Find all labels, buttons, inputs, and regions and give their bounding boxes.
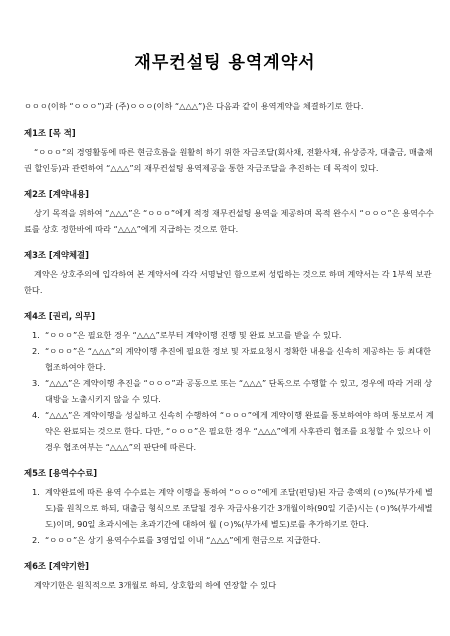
section-text: 계약기한은 원칙적으로 3개월로 하되, 상호합의 하에 연장할 수 있다 [34, 580, 277, 590]
item-text: 계약완료에 따른 용역 수수료는 계약 이행을 통하여 “ㅇㅇㅇ”에게 조달(펀딩)된 자금 총액의 (ㅇ)%(부가세 별도)를 원칙으로 하되, 대출금 형식으로 조달될 경우 자금사용기간 3개월이하(90일 기준)시는 (ㅇ)%(부가세별도)이며, 90일 초과시에는 초과기간에 대하여 월 (ㅇ)%(부가세 별도)로를 추가하기로 한다. [45, 487, 433, 529]
item-number: 1. [32, 330, 40, 340]
section-heading: 제2조 [계약내용] [24, 189, 89, 199]
item-number: 2. [32, 535, 40, 545]
item-text: “ㅇㅇㅇ”은 상기 용역수수료를 3영업일 이내 “△△△”에게 현금으로 지급한다. [45, 535, 321, 545]
section-article-2 [24, 186, 434, 237]
item-number: 3. [32, 378, 40, 388]
document-title: 재무컨설팅 용역계약서 [134, 53, 316, 73]
section-text: 계약은 상호주의에 입각하여 본 계약서에 각각 서명날인 함으로써 성립하는 것으로 하며 계약서는 각 1부씩 보관한다. [24, 269, 432, 295]
item-text: “ㅇㅇㅇ”은 “△△△”의 계약이행 추진에 필요한 정보 및 자료요청시 정확한 내용을 신속히 제공하는 등 최대한 협조하여야 한다. [45, 346, 432, 372]
section-text: 상기 목적을 위하여 “△△△”은 “ㅇㅇㅇ”에게 적정 재무컨설팅 용역을 제공하며 목적 완수시 “ㅇㅇㅇ”은 용역수수료를 상호 정한바에 따라 “△△△”에게 지급하는 것으로 한다. [24, 208, 434, 234]
item-number: 1. [32, 487, 40, 497]
section-article-6 [24, 558, 434, 593]
section-heading: 제3조 [계약체결] [24, 250, 89, 260]
item-text: “△△△”은 계약이행을 성실하고 신속히 수행하여 “ㅇㅇㅇ”에게 계약이행 완료를 통보하여야 하며 통보로서 계약은 완료되는 것으로 한다. 다만, “ㅇㅇㅇ”은 필요한 경우 “△△△”에게 사후관리 협조를 요청할 수 있으나 이 경우 협조여부는 “△△△”의 판단에 따른다. [45, 410, 434, 452]
list-item [24, 327, 434, 343]
article-4-list [24, 327, 434, 455]
item-number: 4. [32, 410, 40, 420]
list-item [24, 343, 434, 375]
list-item [24, 407, 434, 455]
article-5-list [24, 484, 434, 548]
section-article-3 [24, 247, 434, 298]
list-item [24, 484, 434, 532]
section-heading: 제1조 [목 적] [24, 128, 76, 138]
item-text: “ㅇㅇㅇ”은 필요한 경우 “△△△”로부터 계약이행 진행 및 완료 보고를 받을 수 있다. [45, 330, 342, 340]
section-article-4 [24, 308, 434, 455]
intro-paragraph: ㅇㅇㅇ(이하 “ㅇㅇㅇ”)과 (주)ㅇㅇㅇ(이하 “△△△”)은 다음과 같이 용역계약을 체결하기로 한다. [24, 101, 364, 111]
section-heading: 제5조 [용역수수료] [24, 468, 98, 478]
list-item [24, 532, 434, 548]
list-item [24, 375, 434, 407]
item-text: “△△△”은 계약이행 추진을 “ㅇㅇㅇ”과 공동으로 또는 “△△△” 단독으로 수행할 수 있고, 경우에 따라 거래 상대방을 노출시키지 않을 수 있다. [45, 378, 432, 404]
section-text: “ㅇㅇㅇ”의 경영활동에 따른 현금흐름을 원활히 하기 위한 자금조달(회사채, 전환사채, 유상증자, 대출금, 매출채권 할인등)과 관련하여 “△△△”의 재무컨설팅 용역제공을 통한 자금조달을 추진하는 데 목적이 있다. [24, 147, 433, 173]
section-article-5 [24, 465, 434, 548]
document-body [24, 98, 434, 604]
section-article-1 [24, 125, 434, 176]
section-heading: 제6조 [계약기한] [24, 561, 89, 571]
item-number: 2. [32, 346, 40, 356]
section-heading: 제4조 [권리, 의무] [24, 311, 96, 321]
